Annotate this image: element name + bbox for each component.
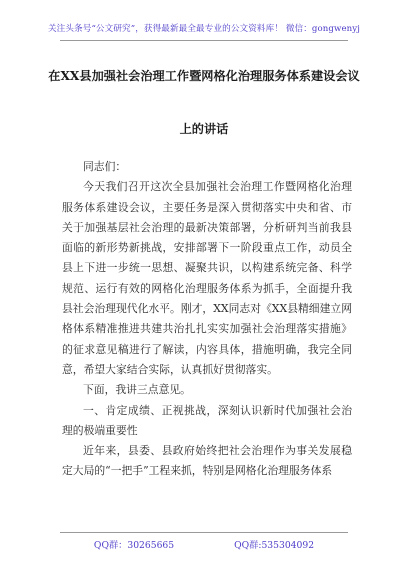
document-title-continued: 上的讲话 [179, 122, 229, 136]
footer-qq-group-2: QQ群:535304092 [234, 540, 315, 551]
paragraph-section-1: 近年来，县委、县政府始终把社会治理作为事关发展稳定大局的“一把手”工程来抓，特别是网格化治理服务体系 [62, 444, 352, 478]
footer-qq-group-1: QQ群：30265665 [93, 540, 175, 551]
paragraph-intro: 今天我们召开这次全县加强社会治理工作暨网格化治理服务体系建设会议，主要任务是深入贯彻落实中央和省、市关于加强基层社会治理的最新决策部署，分析研判当前我县面临的新形势新挑战，安排部署下一阶段重点工作，动员全县上下进一步统一思想、凝聚共识，以构建系统完备、科学规范、运行有效的网格化治理服务体系为抓手，全面提升我县社会治理现代化水平。刚才，XX同志对《XX县精细建立网格体系精准推进共建共治扎扎实实加强社会治理落实措施》的征求意见稿进行了解读，内容具体，措施明确，我完全同意，希望大家结合实际，认真抓好贯彻落实。 [62, 180, 352, 376]
footer-contacts [0, 537, 408, 551]
paragraph-transition: 下面，我讲三点意见。 [83, 383, 191, 397]
header-promo-note: 关注头条号“公文研究”，获得最新最全最专业的公文资料库！ 微信：gongwenyj [47, 24, 361, 34]
salutation: 同志们： [83, 160, 127, 173]
document-title: 在XX县加强社会治理工作暨网格化治理服务体系建设会议 [48, 69, 360, 83]
footer-divider [60, 532, 348, 533]
section-heading-1: 一、肯定成绩、正视挑战，深刻认识新时代加强社会治理的极端重要性 [62, 403, 352, 437]
header-divider [60, 40, 348, 41]
document-body [62, 157, 352, 482]
